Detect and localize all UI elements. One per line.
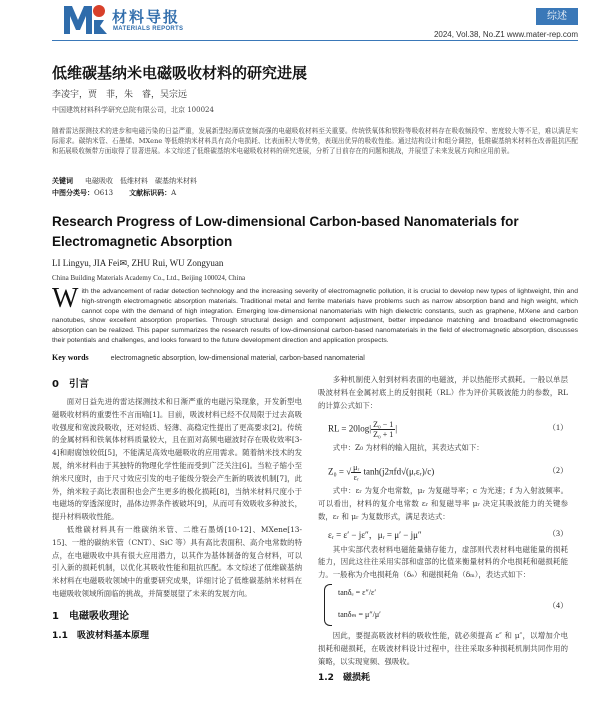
intro-paragraph-1: 面对日益先进的雷达探测技术和日渐严重的电磁污染现象，开发新型电磁吸收材料的重要性不言而喻[1]。目前，吸波材料已经不仅局限于过去高吸收强度和宽波段吸收，还对轻质、轻薄、高稳定性提出了更高要求[2]。传统的金属材料和铁氧体材料质量较大，且在面对高频电磁波时存在吸收效率[3-4]和耐腐蚀较低[5]，不能满足高效电磁吸收的应用需求。随着纳米技术的发展，纳米材料由于其独特的物理化学性能而受到广泛关注[6]。当粒子缩小至纳米尺度时，由于尺寸效应引发的电子能级分裂会产生新的吸波机制[7]，此外，纳米粒子高比表面积也会产生更多的极化损耗[8]，当纳米材料尺度小于电磁场的穿透深度时，晶体边界条件被破坏[9]，从而可有效吸收多种波长，提升材料吸收性能。: [52, 397, 302, 522]
section-heading-intro: 0 引言: [52, 379, 89, 390]
eq2-lhs: Z₀ =: [328, 466, 347, 477]
keywords-en-values: electromagnetic absorption, low-dimensional material, carbon-based nanomaterial: [110, 355, 365, 362]
eq1-numerator: Z₀ − 1: [373, 420, 394, 430]
article-title-en: Research Progress of Low-dimensional Carbon-based Nanomaterials for Electromagnetic Absorption: [52, 214, 519, 249]
eq2-frac-denominator: εᵣ: [353, 473, 359, 483]
doc-code-label: 文献标识码：: [129, 189, 172, 197]
keywords-cn-values: 电磁吸收 低维材料 碳基纳米材料: [85, 177, 197, 185]
section-tag: 综述: [536, 8, 578, 25]
subsection-heading-magnetic-loss: 1.2 磁损耗: [318, 673, 370, 684]
keywords-cn: [52, 176, 197, 186]
intro-paragraph-2: 低维碳材料具有一维碳纳米管、二维石墨烯[10-12]、MXene[13-15]、一维的碳纳米管（CNT）、SiC 等）具有高比表面积、高介电常数的特点，在电磁吸收中具有很大应用潜力，以其作为基体制备的复合材料，可以引入新的损耗机制，以优化其吸收性能和阻抗匹配。本文综述了低维碳基纳米材料在电磁吸收领域中的重要研究成果，详细讨论了低维碳基纳米材料在电磁吸收领域所面临的挑战，并简要展望了未来的发展方向。: [52, 524, 302, 598]
affiliation-en: China Building Materials Academy Co., Ltd., Beijing 100024, China: [52, 274, 246, 282]
eq3-number: （3）: [548, 528, 568, 538]
theory-paragraph-4: 其中实部代表材料电磁能量储存能力，虚部则代表材料电磁能量的损耗能力，因此这往往采用实部和虚部的比值来衡量材料的介电损耗和磁损耗能力。一般称为介电损耗角（δₑ）和磁损耗角（δₘ），表达式如下：: [318, 544, 568, 580]
eq4-magnetic: tanδₘ = μ″/μ′: [338, 609, 381, 619]
body-right-column: [318, 374, 568, 689]
keywords-cn-label: 关键词: [52, 177, 73, 185]
authors-cn: 李凌宇，贾 菲，朱 睿，吴宗远: [52, 90, 188, 100]
abstract-en-text: ith the advancement of radar detection technology and the increasing severity of electromagnetic pollution, it is crucial to develop new types of lightweight, thin and high-strength electromagnetic absorption materials. Traditional metal and ferrite materials have problems such as narrow absorption band and high weight, which cannot cope with the demand of high integration. Emerging low-dimensional nanomaterials with high dielectric constants, such as graphene, MXene and carbon nanotubes, show excellent absorption properties. Through structural design and component adjustment, better impedance matching and broadband electromagnetic absorption can be realized. This paper summarizes the research results of low-dimensional carbon-based nanomaterials in the field of electromagnetic absorption, discusses their potentials and challenges, and looks forward to the future development direction and application prospects.: [52, 288, 578, 344]
eq2-rhs: tanh(j2πfd√(μᵣεᵣ)/c): [363, 466, 435, 477]
keywords-en: [52, 353, 365, 362]
clc-label: 中图分类号：: [52, 189, 94, 197]
authors-en: LI Lingyu, JIA Fei✉, ZHU Rui, WU Zongyuan: [52, 258, 224, 268]
journal-name-cn: 材料导报: [112, 8, 181, 26]
doc-code-value: A: [171, 189, 177, 197]
section-heading-theory: 1 电磁吸收理论: [52, 610, 129, 622]
eq4-number: （4）: [548, 600, 568, 610]
eq1-denominator: Z₀ + 1: [373, 430, 394, 440]
eq2-number: （2）: [548, 466, 568, 476]
abstract-cn: 随着雷达探测技术的进步和电磁污染的日益严重，发展新型轻薄质宽频高强的电磁吸收材料至关重要。传统铁氧体和铁粉等吸收材料存在吸收频段窄、密度较大等不足，难以满足实际需求。碳纳米管、石墨烯、MXene 等低维纳米材料具有高介电损耗、比表面积大等优势，表现出优异的吸收性能。通过结构设计和组分调控，低维碳基纳米材料在改善阻抗匹配和拓展吸收频带方面取得了显著进展。本文综述了低维碳基纳米电磁吸收材料的研究进展，分析了目前存在的问题和挑战，并展望了未来发展方向和应用前景。: [52, 127, 578, 155]
clc-value: O613: [94, 189, 114, 197]
article-title-cn: 低维碳基纳米电磁吸收材料的研究进展: [52, 64, 308, 82]
eq4-brace: [324, 584, 332, 626]
journal-name-en: MATERIALS REPORTS: [113, 26, 184, 32]
classification-line: [52, 188, 176, 198]
abstract-dropcap: W: [52, 283, 79, 314]
header-divider: [52, 40, 578, 41]
eq3-expression: εᵣ = ε′ − jε″，μᵣ = μ′ − jμ″: [328, 529, 422, 540]
theory-paragraph-3: 式中：εᵣ 为复介电常数，μᵣ 为复磁导率；c 为光速；f 为入射波频率。可以看出，材料的复介电常数 εᵣ 和复磁导率 μᵣ 决定其吸波能力的关键参数，εᵣ 和 μᵣ 为复数形式，满足表达式：: [318, 486, 568, 521]
affiliation-cn: 中国建筑材料科学研究总院有限公司，北京 100024: [52, 106, 214, 114]
subsection-heading-principle: 1.1 吸波材料基本原理: [52, 630, 149, 641]
eq1-lhs: RL = 20log: [328, 423, 370, 434]
journal-header: [0, 0, 600, 40]
theory-paragraph-5: 因此，要提高吸波材料的吸收性能，就必须提高 ε″ 和 μ″，以增加介电损耗和磁损耗，在吸波材料设计过程中，往往采取多种损耗机制共同作用的策略，以实现宽频、强吸收。: [318, 630, 568, 666]
equation-4: [318, 582, 568, 630]
keywords-en-label: Key words: [52, 353, 89, 362]
eq2-frac-numerator: μᵣ: [353, 463, 360, 473]
issue-info: 2024, Vol.38, No.Z1 www.mater-rep.com: [433, 30, 578, 39]
eq1-number: （1）: [548, 423, 568, 433]
theory-paragraph-1: 多种机制使入射到材料表面的电磁波，并以热能形式损耗。一般以单层吸波材料在金属衬底上的反射损耗（RL）作为评价其吸波能力的参数，RL 的计算公式如下：: [318, 375, 568, 410]
theory-paragraph-2: 式中：Z₀ 为材料的输入阻抗，其表达式如下：: [332, 443, 484, 453]
equation-2: Z₀ = √ $\frac{\text{μᵣ}}{\text{εᵣ}}$ tanh(j2πfd√(μᵣεᵣ)/c) （2）: [328, 463, 568, 483]
body-left-column: [52, 375, 302, 647]
eq4-dielectric: tanδₑ = ε″/ε′: [338, 587, 377, 597]
equation-3: [318, 524, 568, 544]
equation-1: RL = 20log| $\frac{\text{Z₀ − 1}}{\text{Z₀ + 1}}$ | （1）: [328, 420, 568, 440]
abstract-en: [52, 283, 578, 346]
